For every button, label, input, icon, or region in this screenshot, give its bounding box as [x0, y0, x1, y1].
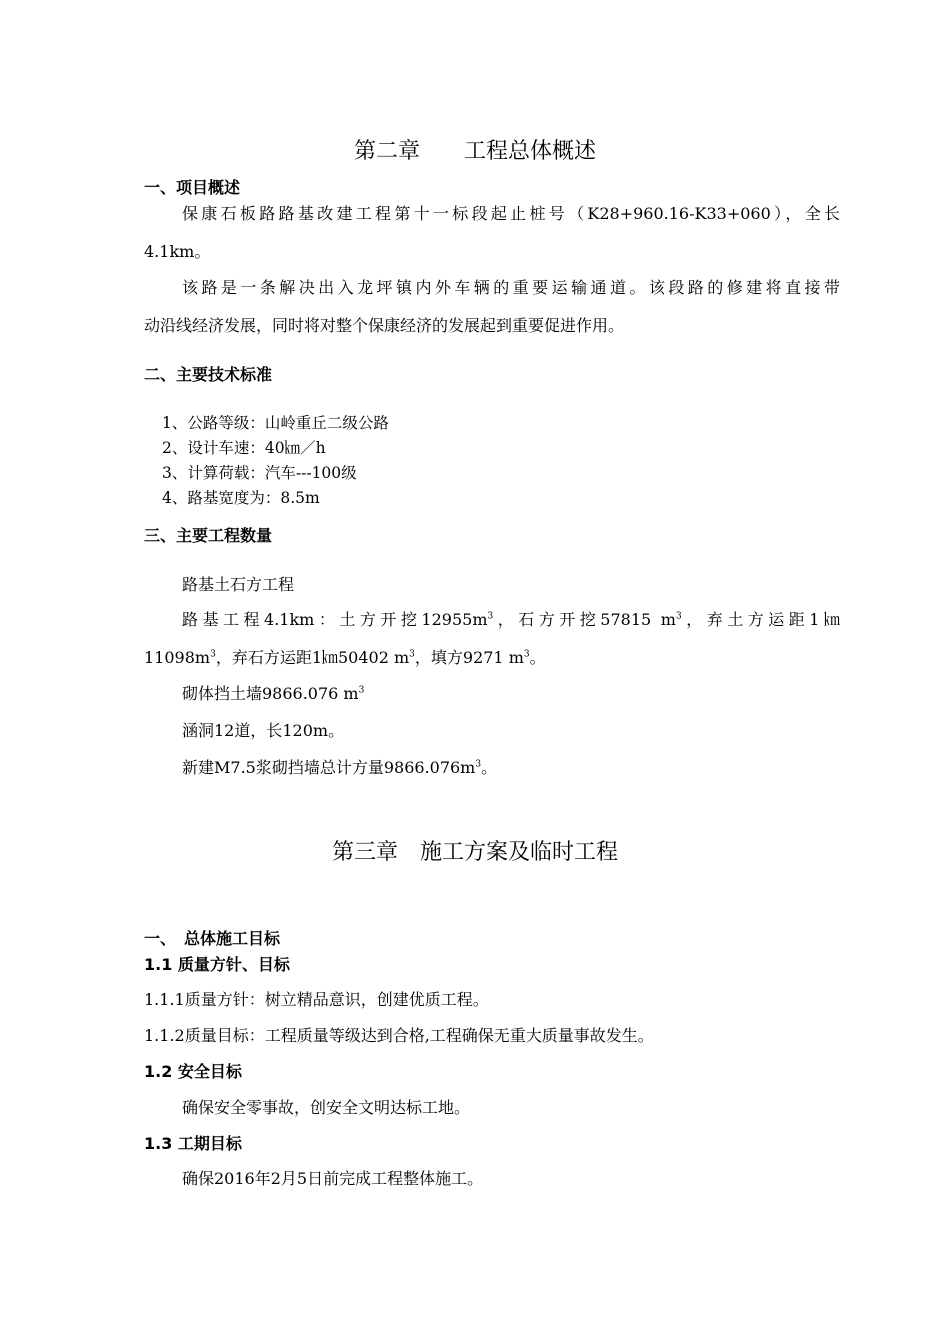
standard-item-load: 3、计算荷载：汽车---100级: [162, 464, 357, 482]
section-heading-overall-goals: 一、 总体施工目标: [144, 929, 281, 948]
overview-paragraph-2-line-1: 该路是一条解决出入龙坪镇内外车辆的重要运输通道。该段路的修建将直接带: [182, 278, 840, 297]
chapter-3-title: 第三章 施工方案及临时工程: [331, 840, 618, 865]
section-heading-technical-standards: 二、主要技术标准: [144, 365, 273, 384]
subsection-heading-quality: 1.1 质量方针、目标: [144, 955, 290, 974]
new-wall-quantity: 新建M7.5浆砌挡墙总计方量$9866.076m^3$。: [182, 758, 498, 777]
standard-item-subgrade-width: 4、路基宽度为：8.5m: [162, 489, 320, 507]
chapter-2-title: 第二章 工程总体概述: [353, 139, 596, 164]
standard-item-road-grade: 1、公路等级：山岭重丘二级公路: [162, 414, 389, 432]
section-heading-quantities: 三、主要工程数量: [144, 526, 273, 545]
subsection-heading-schedule: 1.3 工期目标: [144, 1134, 242, 1153]
section-heading-project-overview: 一、项目概述: [144, 178, 241, 197]
subsection-heading-safety: 1.2 安全目标: [144, 1062, 242, 1081]
quality-goal: 1.1.2质量目标：工程质量等级达到合格,工程确保无重大质量事故发生。: [144, 1026, 654, 1045]
standard-item-design-speed: 2、设计车速：40㎞／h: [162, 439, 326, 457]
earthwork-line-2: $11098m^3$，弃石方运距1㎞50402 $m^3$，填方9271 $m^3$。: [144, 648, 546, 667]
overview-paragraph-1-line-2: 4.1km。: [144, 242, 211, 261]
quantities-subtitle: 路基土石方工程: [182, 575, 295, 594]
safety-goal-text: 确保安全零事故，创安全文明达标工地。: [182, 1098, 471, 1117]
masonry-wall-quantity: 砌体挡土墙9866.076 $m^3$: [182, 684, 365, 703]
earthwork-line-1: 路基工程4.1km：土方开挖$12955m^3$，石方开挖57815 $m^3$，弃土方运距1㎞: [182, 610, 840, 629]
culvert-quantity: 涵洞12道，长120m。: [182, 721, 345, 740]
overview-paragraph-1-line-1: 保康石板路路基改建工程第十一标段起止桩号（K28+960.16-K33+060），全长: [182, 204, 840, 223]
quality-policy: 1.1.1质量方针：树立精品意识，创建优质工程。: [144, 990, 489, 1009]
schedule-goal-text: 确保2016年2月5日前完成工程整体施工。: [182, 1169, 484, 1188]
overview-paragraph-2-line-2: 动沿线经济发展，同时将对整个保康经济的发展起到重要促进作用。: [144, 316, 625, 335]
